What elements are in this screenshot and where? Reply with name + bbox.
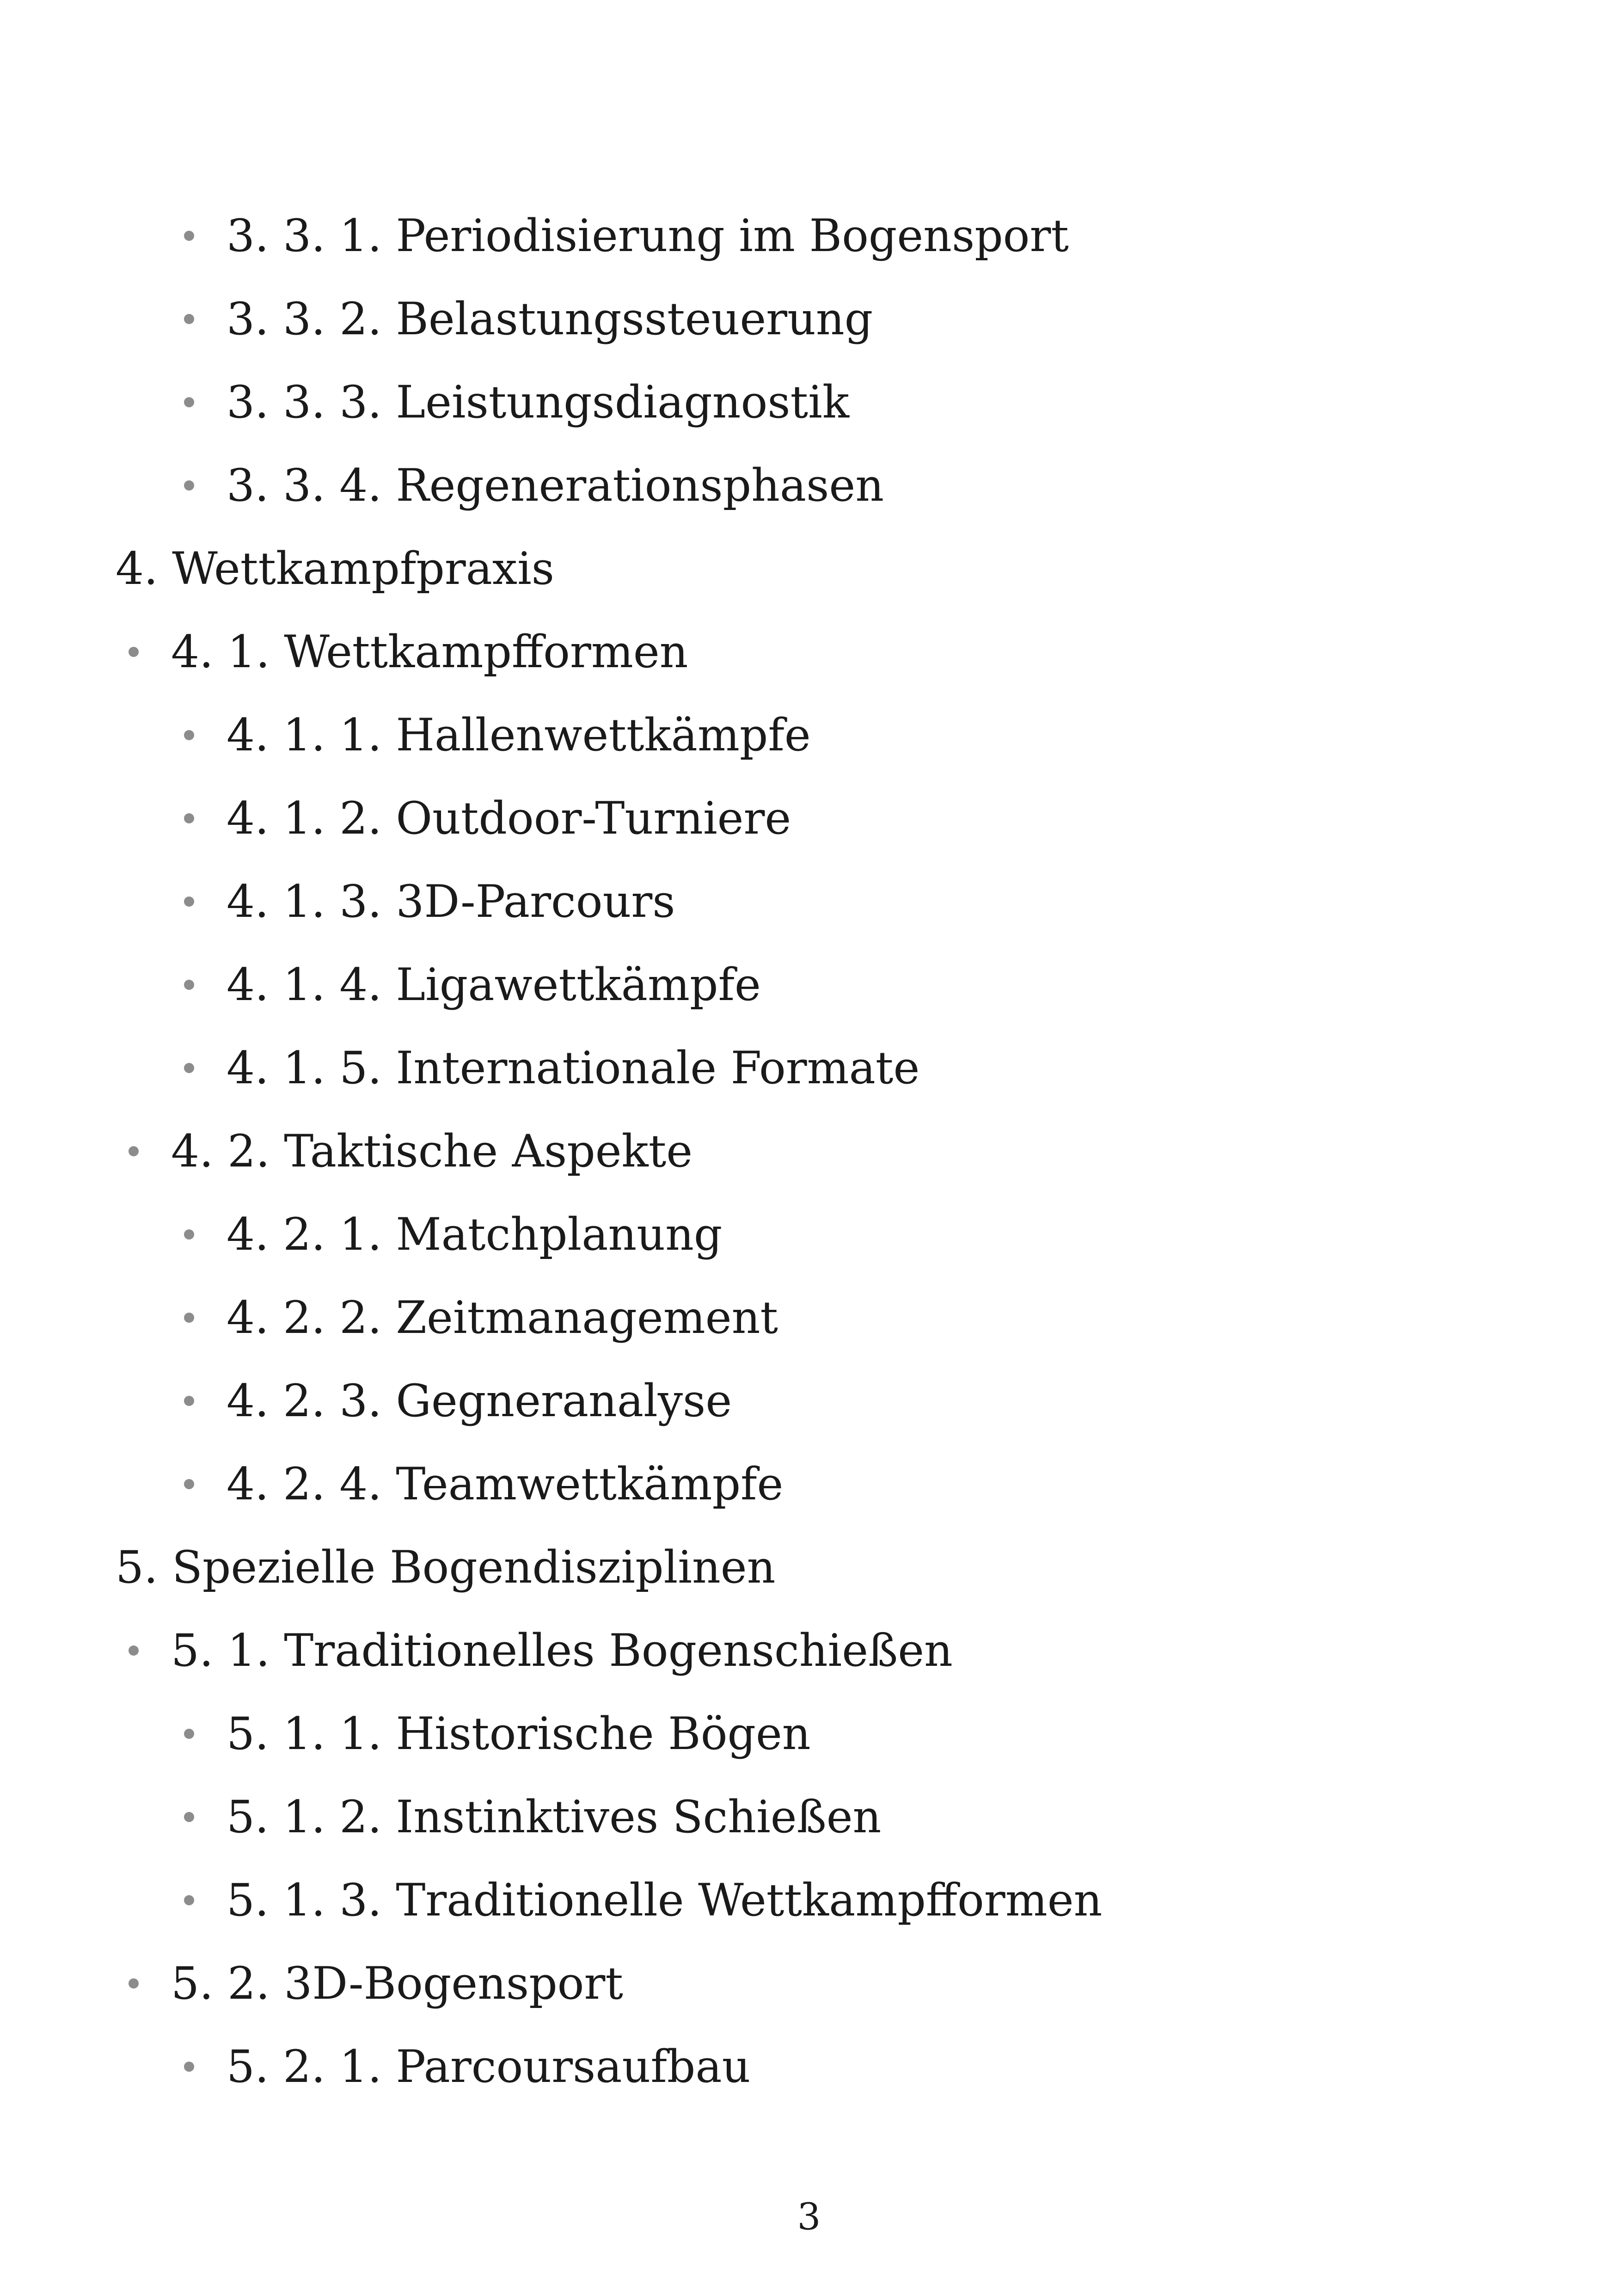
bullet-icon xyxy=(129,1978,139,1989)
toc-entry-text: 5. 2. 1. Parcoursaufbau xyxy=(227,2041,751,2093)
toc-entry-level-2 xyxy=(0,1859,1526,1942)
toc-entry-text: 5. 2. 3D-Bogensport xyxy=(171,1958,623,2009)
bullet-icon xyxy=(129,647,139,657)
toc-entry-text: 4. 1. 2. Outdoor-Turniere xyxy=(227,792,791,844)
bullet-icon xyxy=(184,1729,194,1739)
bullet-icon xyxy=(129,1645,139,1656)
page-number: 3 xyxy=(797,2195,821,2238)
bullet-icon xyxy=(184,980,194,990)
toc-entry-text: 4. 2. 3. Gegneranalyse xyxy=(227,1375,732,1427)
bullet-icon xyxy=(184,2062,194,2072)
toc-entry-level-2 xyxy=(0,1276,1526,1359)
toc-entry-text: 3. 3. 1. Periodisierung im Bogensport xyxy=(227,210,1069,262)
toc-entry-level-2 xyxy=(0,1775,1526,1859)
toc-entry-level-2 xyxy=(0,943,1526,1026)
bullet-icon xyxy=(184,397,194,407)
toc-entry-level-2 xyxy=(0,1692,1526,1775)
toc-entry-level-2 xyxy=(0,777,1526,860)
toc-entry-text: 5. 1. 2. Instinktives Schießen xyxy=(227,1791,882,1843)
bullet-icon xyxy=(184,314,194,324)
toc-entry-text: 4. 1. 1. Hallenwettkämpfe xyxy=(227,709,811,761)
bullet-icon xyxy=(184,1812,194,1822)
toc-entry-level-2 xyxy=(0,444,1526,527)
bullet-icon xyxy=(184,1479,194,1489)
toc-entry-text: 4. 2. Taktische Aspekte xyxy=(171,1125,693,1177)
toc-entry-level-2 xyxy=(0,277,1526,361)
toc-entry-level-0 xyxy=(0,527,1526,610)
bullet-icon xyxy=(184,1396,194,1406)
toc-entry-level-1 xyxy=(0,1609,1526,1692)
table-of-contents xyxy=(0,194,1526,2108)
toc-entry-text: 3. 3. 4. Regenerationsphasen xyxy=(227,460,884,511)
toc-entry-level-2 xyxy=(0,361,1526,444)
toc-entry-level-1 xyxy=(0,1942,1526,2025)
toc-entry-text: 5. 1. Traditionelles Bogenschießen xyxy=(171,1625,953,1676)
toc-entry-level-2 xyxy=(0,1359,1526,1443)
toc-entry-level-2 xyxy=(0,860,1526,943)
bullet-icon xyxy=(184,896,194,907)
toc-entry-level-2 xyxy=(0,194,1526,277)
toc-entry-text: 4. 2. 4. Teamwettkämpfe xyxy=(227,1458,784,1510)
bullet-icon xyxy=(184,1895,194,1905)
toc-entry-text: 4. 1. Wettkampfformen xyxy=(171,626,688,678)
toc-entry-text: 4. 1. 5. Internationale Formate xyxy=(227,1042,920,1094)
toc-entry-text: 3. 3. 3. Leistungsdiagnostik xyxy=(227,376,849,428)
toc-entry-level-2 xyxy=(0,694,1526,777)
bullet-icon xyxy=(184,480,194,491)
toc-entry-text: 4. 2. 2. Zeitmanagement xyxy=(227,1292,778,1344)
toc-entry-text: 4. 1. 3. 3D-Parcours xyxy=(227,876,675,927)
toc-entry-text: 5. Spezielle Bogendisziplinen xyxy=(116,1541,776,1593)
toc-entry-level-2 xyxy=(0,1443,1526,1526)
toc-entry-level-2 xyxy=(0,1193,1526,1276)
toc-entry-level-1 xyxy=(0,610,1526,694)
toc-entry-level-2 xyxy=(0,2025,1526,2108)
toc-entry-text: 4. Wettkampfpraxis xyxy=(116,543,555,595)
toc-entry-text: 3. 3. 2. Belastungssteuerung xyxy=(227,293,873,345)
toc-entry-text: 4. 2. 1. Matchplanung xyxy=(227,1209,723,1260)
bullet-icon xyxy=(184,730,194,740)
toc-entry-level-2 xyxy=(0,1026,1526,1110)
bullet-icon xyxy=(184,1313,194,1323)
toc-entry-text: 4. 1. 4. Ligawettkämpfe xyxy=(227,959,761,1011)
toc-entry-text: 5. 1. 1. Historische Bögen xyxy=(227,1708,811,1760)
bullet-icon xyxy=(184,1229,194,1240)
bullet-icon xyxy=(129,1146,139,1156)
toc-entry-level-1 xyxy=(0,1110,1526,1193)
bullet-icon xyxy=(184,1063,194,1073)
bullet-icon xyxy=(184,813,194,823)
toc-entry-text: 5. 1. 3. Traditionelle Wettkampfformen xyxy=(227,1874,1103,1926)
bullet-icon xyxy=(184,231,194,241)
toc-entry-level-0 xyxy=(0,1526,1526,1609)
